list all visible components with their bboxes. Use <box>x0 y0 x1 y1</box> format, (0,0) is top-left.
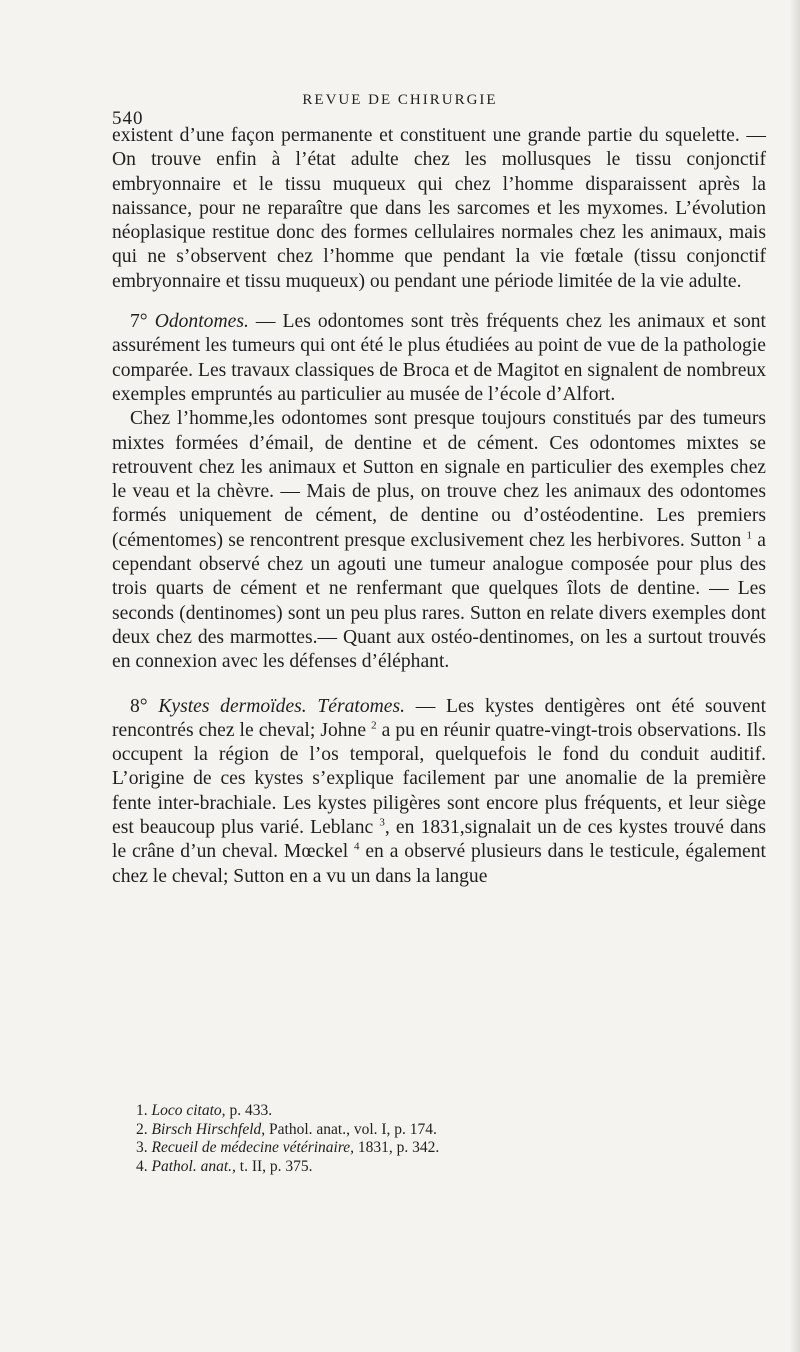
paragraph-text: , en 1831,signalait un de ces kystes trouvé dans le crâne d’un cheval. Mœckel <box>112 817 766 863</box>
footnote-ref-3: 3 <box>379 816 385 829</box>
section-number: 8° <box>130 695 159 717</box>
paragraph-text: — Les kystes dentigères ont été souvent rencontrés chez le cheval; Johne <box>112 695 767 741</box>
section-number: 7° <box>130 311 155 333</box>
footnote-ref-2: 2 <box>371 719 377 732</box>
paragraph-text: Chez l’homme,les odontomes sont presque toujours constitués par des tumeurs mixtes formées d’émail, de dentine et de cément. Ces odontomes mixtes se retrouvent chez les animaux et Sutton en signale en particulier des exemples chez le veau et la chèvre. — Mais de plus, on trouve chez les animaux des odontomes formés uniquement de cément, de dentine ou d’ostéodentine. Les premiers (cémentomes) se rencontrent presque exclusivement chez les herbivores. Sutton <box>112 408 766 551</box>
footnote-number: 4. <box>136 1157 152 1175</box>
paragraph-odontomes-2 <box>112 407 766 674</box>
footnote-ref-1: 1 <box>746 529 753 542</box>
section-title-odontomes: Odontomes. <box>154 311 249 333</box>
footnote-number: 1. <box>136 1102 152 1119</box>
section-title-kystes: Kystes dermoïdes. Tératomes. <box>158 695 406 717</box>
footnote-detail: p. 433. <box>225 1102 273 1119</box>
paragraph-odontomes <box>112 310 766 407</box>
footnote-source: Birsch Hirschfeld, <box>151 1120 266 1138</box>
footnote-number: 2. <box>136 1120 152 1138</box>
footnote-source: Recueil de médecine vétérinaire, <box>151 1139 355 1156</box>
footnote-item <box>136 1102 756 1121</box>
paragraph-kystes <box>112 695 766 889</box>
paragraph-text: en a observé plusieurs dans le testicule, également chez le cheval; Sutton en a vu un dans la langue <box>112 841 766 887</box>
page-number: 540 <box>112 108 144 129</box>
paragraph-continuation: existent d’une façon permanente et constituent une grande partie du squelette. — On trouve enfin à l’état adulte chez les mollusques le tissu conjonctif embryonnaire et le tissu muqueux qui chez l’homme disparaissent après la naissance, pour ne reparaître que dans les sarcomes et les myxomes. L’évolution néoplasique restitue donc des formes cellulaires normales chez les animaux, mais qui ne s’observent chez l’homme que pendant la vie fœtale (tissu conjonctif embryonnaire et tissu muqueux) ou pendant une période limitée de la vie adulte. <box>112 125 766 292</box>
footnote-item <box>136 1121 756 1140</box>
body-text <box>112 124 766 889</box>
page-edge-shadow <box>790 0 800 1352</box>
footnote-ref-4: 4 <box>354 840 360 853</box>
paragraph-text: a cependant observé chez un agouti une tumeur analogue composée pour plus des trois quarts de cément et ne renfermant que quelques îlots de dentine. — Les seconds (dentinomes) sont un peu plus rares. Sutton en relate divers exemples dont deux chez des marmottes.— Quant aux ostéo-dentinomes, on les a surtout trouvés en connexion avec les défenses d’éléphant. <box>112 529 766 673</box>
footnote-item <box>136 1139 756 1158</box>
footnote-source: Loco citato, <box>151 1102 226 1119</box>
footnote-detail: Pathol. anat., vol. I, p. 174. <box>265 1120 437 1138</box>
paragraph-text: a pu en réunir quatre-vingt-trois observations. Ils occupent la région de l’os temporal, quelquefois le fond du conduit auditif. L’origine de ces kystes s’explique facilement par une anomalie de la première fente inter-brachiale. Les kystes piligères sont encore plus fréquents, et leur siège est beaucoup plus varié. Leblanc <box>112 719 766 839</box>
footnote-source: Pathol. anat., <box>151 1157 236 1175</box>
footnote-item <box>136 1158 756 1177</box>
footnote-detail: 1831, p. 342. <box>354 1139 440 1156</box>
footnotes <box>136 1102 756 1176</box>
running-head: REVUE DE CHIRURGIE <box>302 92 498 108</box>
footnote-number: 3. <box>136 1139 152 1156</box>
footnote-detail: t. II, p. 375. <box>235 1157 313 1175</box>
paragraph-text: — Les odontomes sont très fréquents chez les animaux et sont assurément les tumeurs qui ont été le plus étudiées au point de vue de la pathologie comparée. Les travaux classiques de Broca et de Magitot en signalent de nombreux exemples empruntés au particulier au musée de l’école d’Alfort. <box>112 311 766 405</box>
